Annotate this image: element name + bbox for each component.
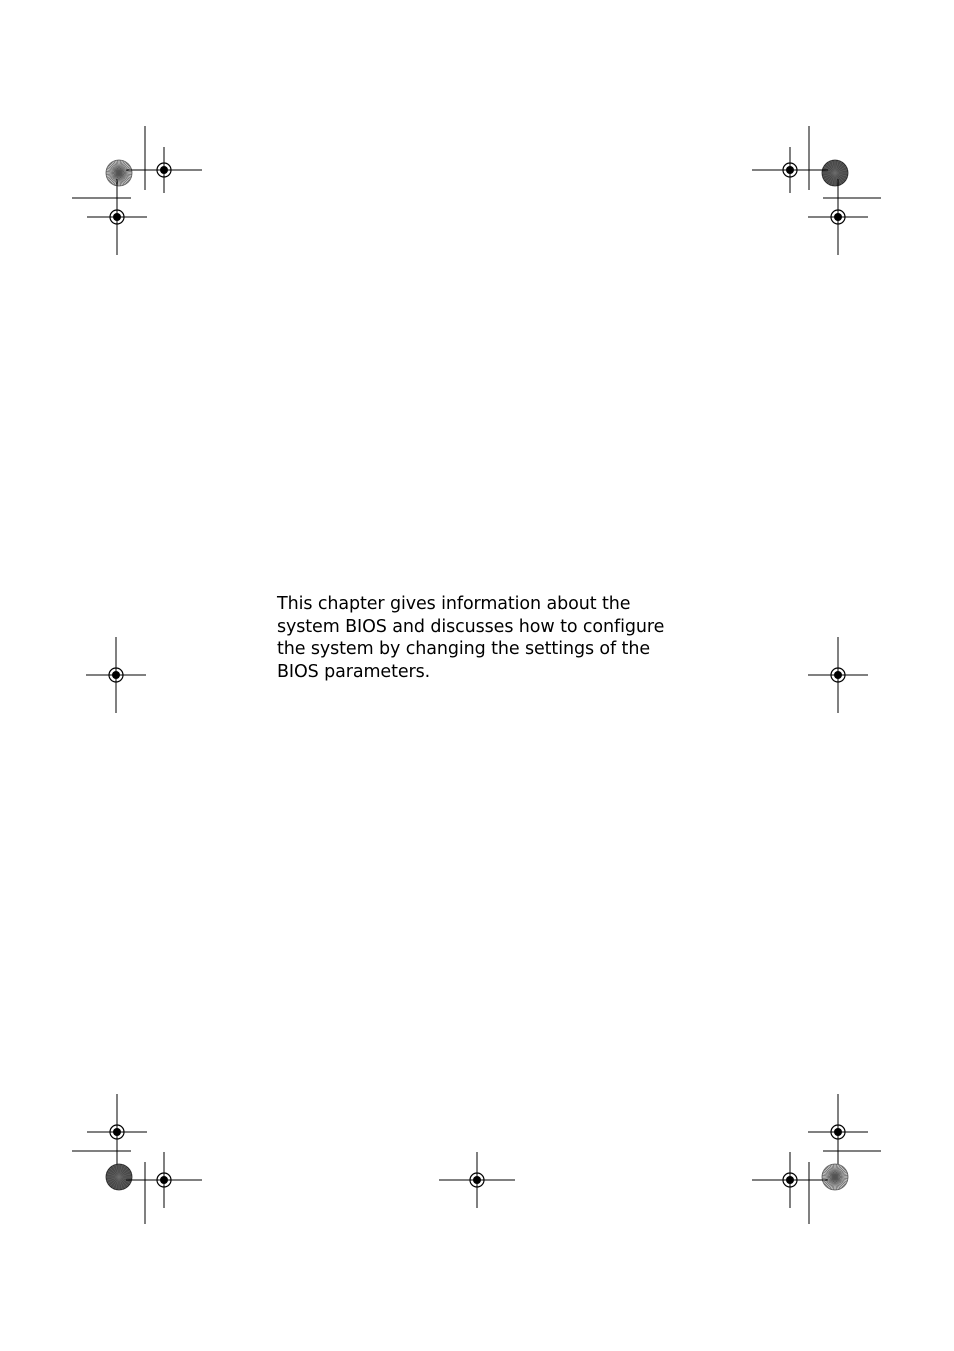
starburst-disc-icon	[106, 160, 132, 186]
starburst-disc-icon	[822, 1164, 848, 1190]
intro-line: BIOS parameters.	[277, 661, 431, 682]
dark-disc-icon	[106, 1164, 132, 1190]
registration-target-icon	[86, 637, 146, 713]
dark-disc-icon	[822, 160, 848, 186]
registration-target-icon	[439, 1152, 515, 1208]
registration-target-icon	[808, 637, 868, 713]
intro-line: system BIOS and discusses how to configure	[277, 616, 665, 637]
intro-line: This chapter gives information about the	[277, 594, 631, 614]
registration-target-icon	[126, 147, 202, 193]
registration-target-icon	[808, 1094, 868, 1170]
intro-line: the system by changing the settings of the	[277, 639, 650, 660]
registration-target-icon	[752, 1152, 828, 1208]
registration-target-icon	[808, 179, 868, 255]
registration-target-icon	[752, 147, 828, 193]
registration-target-icon	[126, 1152, 202, 1208]
chapter-intro-paragraph	[277, 593, 697, 683]
registration-target-icon	[87, 1094, 147, 1170]
registration-target-icon	[87, 179, 147, 255]
